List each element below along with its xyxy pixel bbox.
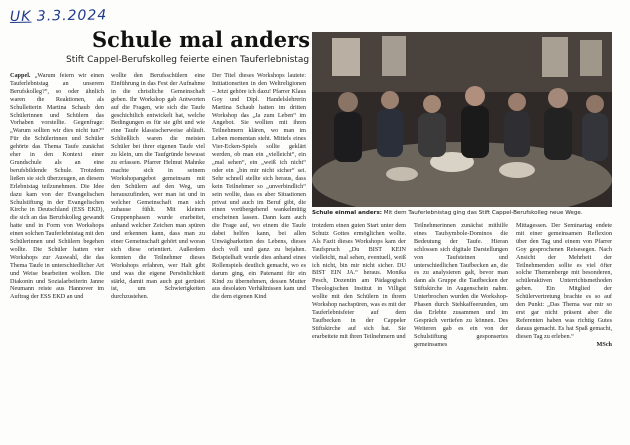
column-5-text: Teilnehmerinnen zunächst mithilfe eines Taufsymbole-Dominos die Bedeutung der Taufe. Hieran schlossen sich digitale Darstellungen von Taufsteinen und unterschiedlichen Taufbecken an, die es zu analysieren galt, bevor man dann als Gruppe die Taufbecken der Stiftskirche in Augenschein nahm. Unterbrochen wurden die Workshop-Phasen durch Stehkaffeerunden, um das Erlebte zusammen und im Gespräch vertiefen zu können. Des Weiteren gab es ein von der Schulstiftung gesponsertes gemeinsames [414,222,508,348]
article-column-6 [516,222,612,437]
photo-person-body [504,111,530,157]
article-column-4 [312,222,406,437]
dateline: Cappel. [10,72,31,79]
article-column-5 [414,222,508,437]
column-6-text: Mittagessen. Der Seminartag endete mit einer gemeinsamen Reflexion über den Tag und einem von Pfarrer Goy gesprochenen Reisesegen. Nach Ansicht der Mehrheit der Teilnehmenden sollte es viel öfter solche Themenberge mit besonderen, schüleraktiven Unterrichtsmethoden geben. Ein Mitglied der Schülervertretung brachte es so auf den Punkt: „Das Thema war mir so erst gar nicht präsent aber die Referenten haben was richtig Gutes daraus gemacht. Es hat Spaß gemacht, diesen Tag zu erleben.“ [516,222,612,340]
photo-person-head [381,91,399,109]
article-photo [312,32,612,207]
article-column-3 [212,72,306,437]
photo-person-body [418,113,446,157]
photo-person-body [461,106,489,158]
photo-caption [312,210,612,220]
column-4-text: trotzdem einen guten Start unter dem Schutz Gottes ermöglichen wollte. Als Fazit dieses Workshops kam der Taufspruch „Du BIST KEIN vielleicht, mal sehen, eventuell, weiß ich nicht, bin mir nicht sicher. DU BIST EIN JA.“ heraus. Monika Pesch, Dozentin am Pädagogisch Theologischen Institut in Villigst wollte mit den Schülern in ihrem Workshop nachspüren, was es mit der Tauferlebnisfeier auf dem Taufbecken in der Cappeler Stiftskirche auf sich hat. Sie erarbeitete mit ihren Teilnehmern und [312,222,406,340]
photo-table-items [499,162,535,178]
photo-window [382,36,406,76]
article-subheadline: Stift Cappel-Berufskolleg feierte einen Tauferlebnistag [66,55,310,65]
article-column-2 [111,72,205,437]
photo-caption-lead: Schule einmal anders: [312,210,383,216]
photo-person-body [377,109,403,157]
handwritten-prefix: UK [9,8,32,26]
photo-window [332,38,360,76]
column-1-text: „Warum feiern wir einen Tauferlebnistag an unserem Berufskolleg?“, so oder ähnlich waren die Reaktionen, als Schulleiterin Martina Schaub den Schülerinnen und Schülern das Vorhaben vorstellte. Gegenfrage: „Warum sollten wir dies nicht tun?“ Für die Schülerinnen und Schüler gehörte das Thema Taufe zunächst eher in den Kontext einer Grundschule als an eine berufsbildende Schule. Trotzdem ließen sie sich überzeugen, an diesem Erlebnistag teilzunehmen. Die Idee dazu kam von der Evangelischen Schulstiftung in der Evangelischen Kirche in Deutschland (ESS EKD), die sich an das Berufskolleg gewandt hatte und in Form von Workshops einen solchen Tauferlebnistag mit den Schülerinnen und Schülern begehen wollte. Die Schüler hatten vier Workshops zur Auswahl, die das Thema Taufe in unterschiedlicher Art und Weise bearbeiten wollten. Die Diakonin und Sozialarbeiterin Janne Neumann reiste aus Hannover im Auftrag der ESS EKD an und [10,72,104,301]
handwritten-date: 3.3.2024 [36,7,108,25]
photo-person-body [544,108,572,160]
article-column-1 [10,72,104,437]
photo-window [580,40,602,76]
photo-person-body [582,113,608,161]
photo-caption-text: Mit dem Tauferlebnistag ging das Stift Cappel-Berufskolleg neue Wege. [383,210,583,216]
photo-person-head [548,88,568,108]
photo-table-items [386,167,418,181]
photo-person-head [586,95,604,113]
photo-person-head [465,86,485,106]
photo-person-head [508,93,526,111]
photo-window [542,37,568,77]
column-2-text: wollte den Berufsschülern eine Einführung in das Fest der Aufnahme in die christliche Gemeinschaft geben. Ihr Workshop gab Antworten auf die Fragen, wie sich die Taufe geschichtlich entwickelt hat, welche Bedingungen es für sie gibt und wie eine Taufe klassischerweise abläuft. Schließlich waren die meisten Schüler bei ihrer eigenen Taufe viel zu klein, um die Taufgründe bewusst zu erfassen. Pfarrer Helmut Mahnke machte sich in seinem Workshopangebot gemeinsam mit den Schülern auf den Weg, um herauszufinden, wer man ist und in welcher Gemeinschaft man sich zuhause fühlt. Mit kleinen Gruppenphasen wurde erarbeitet, anhand welcher Zeichen man spüren und erkennen kann, dass man zu einer Gemeinschaft gehört und woran sich diese orientiert. Außerdem konnten die Teilnehmer dieses Workshops erfahren, wer Halt gibt und was die eigene Persönlichkeit stärkt, damit man auch gut gerüstet ist, um Schwierigkeiten durchzustehen. [111,72,205,301]
column-3-text: Der Titel dieses Workshops lautete: Initiationsriten in den Weltreligionen – Jetzt gehöre ich dazu! Pfarrer Klaus Goy und Dipl. Handelslehrerin Martina Schaub hatten im dritten Workshop das „Ja zum Leben“ im Angebot. Sie wollten mit ihren Teilnehmern klären, wo man im Leben momentan steht. Mittels eines Vier-Ecken-Spiels sollte geklärt werden, ob man ein „vielleicht“, ein „mal sehen“, ein „weiß ich nicht“ oder ein „bin mir nicht sicher“ sei. Sehr schnell stellte sich heraus, dass kein Teilnehmer so „unverbindlich“ sein wollte, dass es aber Situationen privat und auch im Beruf gibt, die einen vorübergehend wankelmütig erscheinen lassen. Dann kam auch die Frage auf, wo einem die Taufe dabei helfen kann, bei allen Unwägbarkeiten des Lebens, dieses doch voll und ganz zu bejahen. Beispielhaft wurde dies anhand eines Rollenspiels deutlich gemacht, wo es darum ging, ein Patenamt für ein Kind zu übernehmen, dessen Mutter aus desolaten Verhältnissen kam und die dem eigenen Kind [212,72,306,301]
article-headline: Schule mal anders [92,27,311,52]
photo-person-head [423,95,441,113]
byline: MSch [596,340,612,348]
handwritten-note [10,7,130,29]
photo-person-body [334,112,362,162]
photo-person-head [338,92,358,112]
photo-scene [312,32,612,207]
